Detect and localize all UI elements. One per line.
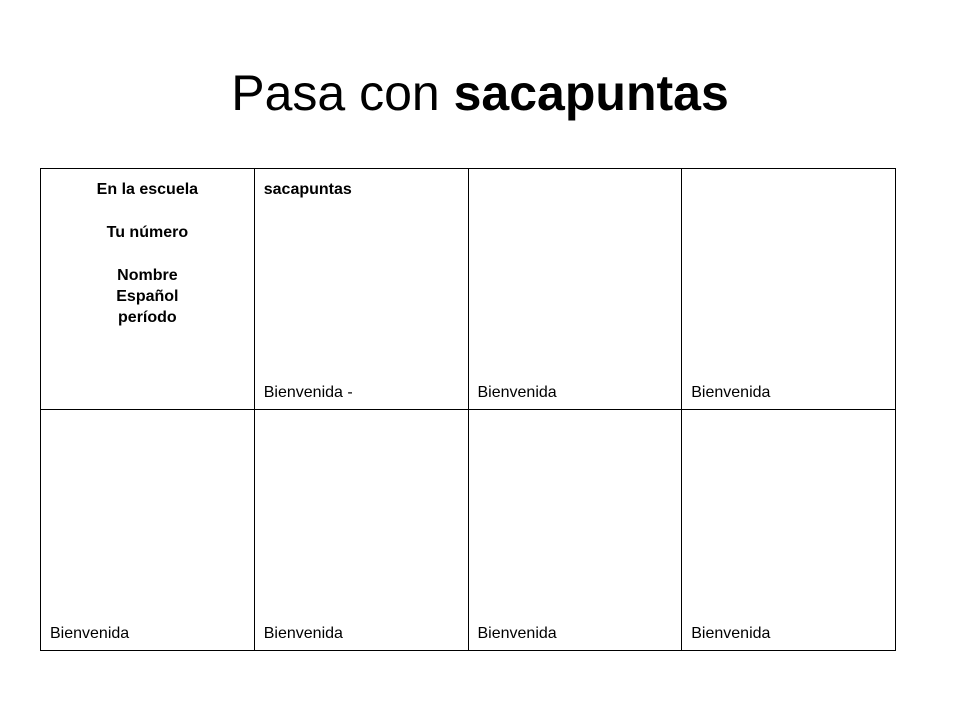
table-cell bbox=[41, 410, 255, 651]
title-prefix: Pasa con bbox=[231, 65, 454, 121]
spacer bbox=[41, 243, 254, 265]
table-row bbox=[41, 410, 896, 651]
cell-bottom-label: Bienvenida bbox=[477, 384, 557, 401]
spacer bbox=[41, 200, 254, 222]
table-cell bbox=[41, 169, 255, 410]
info-name-label: Nombre bbox=[117, 267, 178, 284]
slide-title bbox=[0, 58, 960, 128]
table-cell bbox=[468, 410, 682, 651]
table-cell bbox=[682, 169, 896, 410]
table-row bbox=[41, 169, 896, 410]
table-cell bbox=[254, 410, 468, 651]
table-cell bbox=[682, 410, 896, 651]
title-bold-word: sacapuntas bbox=[453, 65, 729, 121]
cell-bottom-label: Bienvenida bbox=[477, 625, 557, 642]
cell-bottom-label: Bienvenida bbox=[691, 625, 771, 642]
cell-bottom-label: Bienvenida bbox=[691, 384, 771, 401]
info-number-label: Tu número bbox=[106, 224, 189, 241]
info-school-label: En la escuela bbox=[96, 181, 199, 198]
cell-bottom-label: Bienvenida bbox=[50, 625, 130, 642]
info-block bbox=[41, 179, 254, 328]
cell-top-label: sacapuntas bbox=[263, 181, 352, 198]
cell-bottom-label: Bienvenida - bbox=[263, 384, 353, 401]
info-spanish-label: Español bbox=[116, 288, 179, 305]
table-cell bbox=[468, 169, 682, 410]
info-period-label: período bbox=[118, 309, 177, 326]
cell-bottom-label: Bienvenida bbox=[263, 625, 343, 642]
table-cell bbox=[254, 169, 468, 410]
pass-grid-table bbox=[40, 168, 896, 651]
